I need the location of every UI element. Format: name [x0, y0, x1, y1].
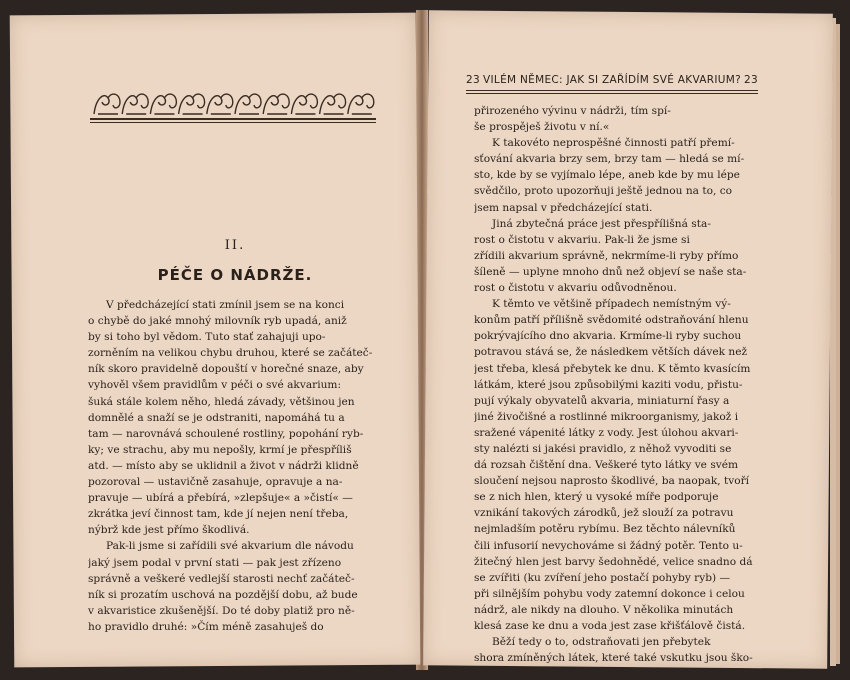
- page-number-left: 23: [466, 74, 480, 86]
- text-line: še prospěješ životu v ní.«: [474, 121, 610, 134]
- text-line: klesá zase ke dnu a voda jest zase křišťálově čistá.: [474, 620, 746, 632]
- text-line: zřídili akvarium správně, nekrmíme-li ryby přímo: [474, 249, 739, 262]
- text-line: vyhověl všem pravidlům v péči o své akvarium:: [88, 379, 342, 392]
- text-line: žitečný hlen jest barvy šedohnědé, velice snadno dá: [474, 555, 753, 568]
- text-line: vznikání takových zárodků, jež slouží za potravu: [474, 507, 734, 520]
- text-line: sloučení nejsou naprosto škodlivé, ba naopak, tvoří: [474, 475, 750, 488]
- text-line: konům patří přílišně svědomité odstraňování hlenu: [474, 314, 749, 327]
- text-line: pravuje — ubírá a přebírá, »zlepšuje« a »čistí« —: [88, 492, 353, 505]
- text-line: ník skoro pravidelně dopouští v horečné snaze, aby: [88, 363, 364, 376]
- text-line: shora zmíněných látek, které také vskutku jsou ško-: [474, 652, 753, 665]
- ornament-motif: [320, 94, 346, 114]
- running-head: [466, 74, 758, 91]
- text-line: pozoroval — ustavičně zasahuje, opravuje a na-: [88, 476, 343, 489]
- text-line: atd. — místo aby se uklidnil a život v nádrži klidně: [88, 459, 359, 472]
- text-line: ník si prozatím uschová na pozdější dobu, až bude: [88, 588, 358, 601]
- running-head-title: VILÉM NĚMEC: JAK SI ZAŘÍDÍM SVÉ AKVARIUM?: [483, 74, 741, 86]
- text-line: jsem napsal v předcházející stati.: [474, 201, 653, 214]
- text-line: ky; ve strachu, aby mu nepošly, krmí je přespříliš: [88, 443, 352, 456]
- text-line: svědčilo, proto upozorňuji ještě jednou na to, co: [474, 185, 733, 198]
- text-line: V předcházející stati zmínil jsem se na konci: [106, 299, 345, 311]
- text-line: potravou stává se, že následkem větších dávek než: [474, 346, 748, 359]
- text-line: domnělé a snaží se je odstraniti, napomáhá tu a: [88, 411, 345, 424]
- text-line: jiné živočišné a rostlinné mikroorganismy, jakož i: [474, 410, 739, 423]
- ornament-motif: [94, 94, 120, 114]
- text-line: čili infusorií nevychováme si žádný potěr. Tento u-: [474, 539, 743, 552]
- text-line: rost o čistotu v akvariu odůvodněnou.: [474, 282, 677, 295]
- text-line: se z nich hlen, který u vysoké míře podporuje: [474, 491, 719, 504]
- text-line: nýbrž kde jest přímo škodlivá.: [88, 524, 250, 537]
- text-line: sťování akvaria brzy sem, brzy tam — hledá se mí-: [474, 153, 745, 166]
- text-line: správně a veškeré vedlejší starosti nechť začáteč-: [88, 572, 355, 585]
- ornament-motif: [235, 94, 261, 114]
- ornament-motif: [291, 94, 317, 114]
- text-line: pokrývajícího dno akvaria. Krmíme-li ryby suchou: [474, 330, 742, 343]
- right-page-body: [474, 103, 770, 666]
- text-line: zorněním na velikou chybu druhou, které se začáteč-: [88, 347, 373, 360]
- text-line: Pak-li jsme si zařídili své akvarium dle návodu: [106, 540, 354, 553]
- text-line: v akvaristice zkušenější. Do té doby platiž pro ně-: [88, 604, 355, 617]
- text-line: K takovéto neprospěšné činnosti patří přemí-: [492, 137, 735, 150]
- text-line: by si toho byl vědom. Tuto stať zahajuji upo-: [88, 331, 326, 344]
- text-line: přirozeného vývinu v nádrži, tím spí-: [474, 105, 671, 117]
- text-line: šíleně — uplyne mnoho dnů než objeví se naše sta-: [474, 265, 747, 278]
- text-line: látkám, které jsou způsobilými kaziti vodu, přistu-: [474, 378, 743, 391]
- text-line: nejmladším potěru rybímu. Bez těchto nálevníků: [474, 523, 736, 536]
- left-page-body: [88, 297, 376, 635]
- text-line: při silnějším pohybu vody zatemní dokonce i celou: [474, 587, 745, 600]
- text-line: zkrátka jeví činnost tam, kde jí nejen není třeba,: [88, 508, 349, 521]
- ornament-motif: [122, 94, 148, 114]
- ornament-motif: [348, 94, 374, 114]
- text-line: jest třeba, klesá přebytek ke dnu. K těmto kvasícím: [474, 362, 751, 375]
- ornament-motif: [179, 94, 205, 114]
- text-line: Jiná zbytečná práce jest přespřílišná sta-: [492, 217, 711, 230]
- text-line: Běží tedy o to, odstraňovati jen přebytek: [492, 636, 711, 649]
- text-line: sražené vápenité látky z vody. Jest úlohou akvari-: [474, 426, 739, 439]
- ornament-motif: [263, 94, 289, 114]
- ornament-motif: [150, 94, 176, 114]
- text-line: ho pravidlo druhé: »Čím méně zasahuješ do: [88, 620, 324, 633]
- text-line: nádrž, ale nikdy na dlouho. V několika minutách: [474, 603, 734, 616]
- text-line: sto, kde by se vyjímalo lépe, aneb kde by mu lépe: [474, 169, 740, 182]
- page-number-right: 23: [744, 74, 758, 86]
- chapter-title: PÉČE O NÁDRŽE.: [157, 266, 313, 284]
- ornament-motif: [207, 94, 233, 114]
- text-line: jaký jsem podal v první stati — pak jest zřízeno: [88, 556, 342, 569]
- decorative-ornament-band: [90, 88, 376, 120]
- text-line: se zvířiti (ku zvíření jeho postačí pohyby ryb) —: [474, 571, 731, 584]
- text-line: tam — narovnává schoulené rostliny, popohání ryb-: [88, 427, 364, 440]
- page-edge-back: [836, 24, 840, 664]
- text-line: šuká stále kolem něho, hledá závady, většinou jen: [88, 395, 355, 408]
- text-line: K těmto ve většině případech nemístným vý-: [492, 298, 731, 311]
- text-line: sty nalézti si jakési pravidlo, z něhož vyvoditi se: [474, 442, 732, 455]
- running-head-rule: [466, 93, 758, 94]
- text-line: dá rozsah čištění dna. Veškeré tyto látky ve svém: [474, 459, 739, 472]
- text-line: rost o čistotu v akvariu. Pak-li že jsme si: [474, 233, 690, 246]
- text-line: o chybě do jaké mnohý milovník ryb upadá, aniž: [88, 315, 347, 328]
- text-line: pují výkaly obyvatelů akvaria, miniaturní řasy a: [474, 394, 730, 407]
- ornament-rule: [90, 122, 376, 123]
- chapter-number: II.: [224, 238, 246, 253]
